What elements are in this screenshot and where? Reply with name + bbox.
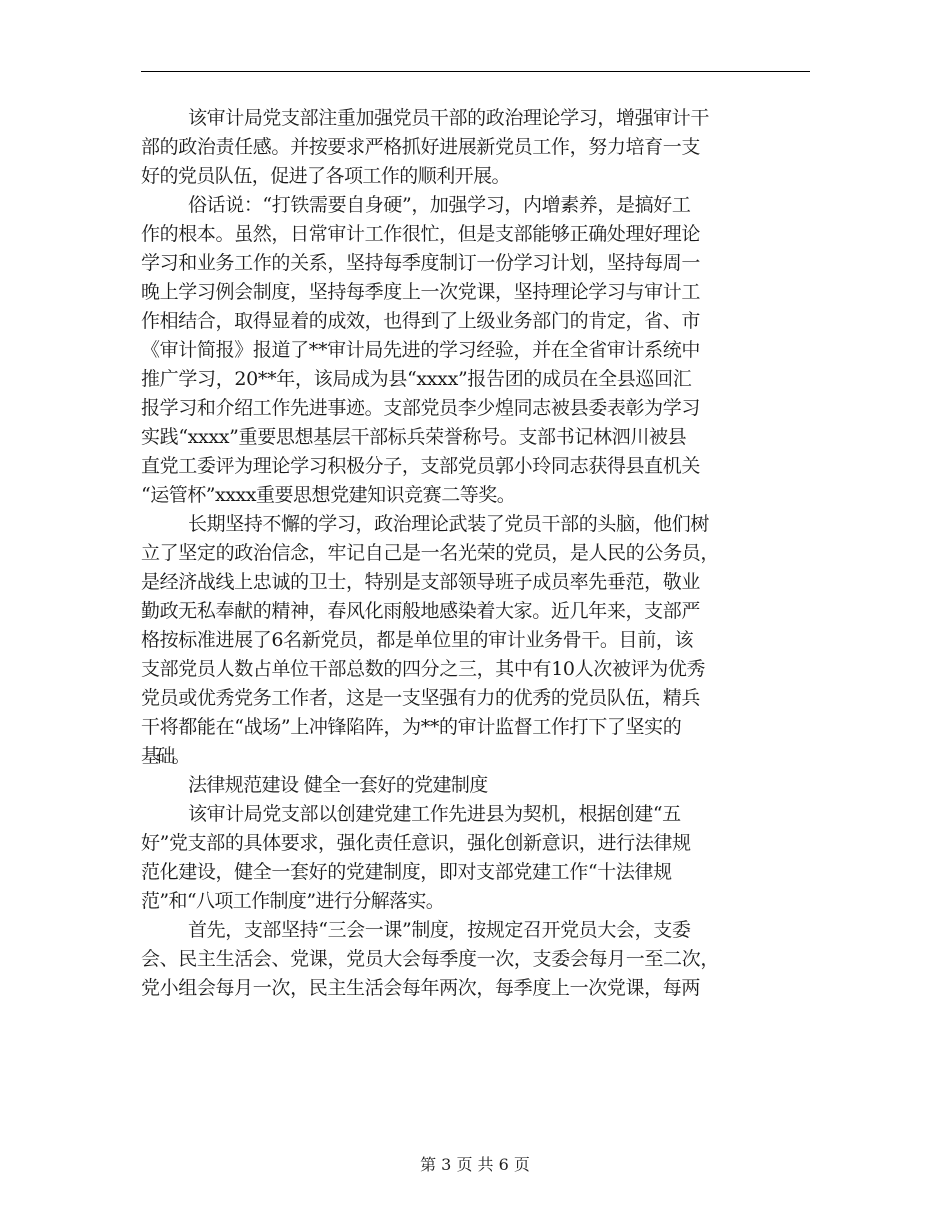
text-line: 格按标准进展了6名新党员，都是单位里的审计业务骨干。目前，该 [141,629,694,651]
text-line: “运管杯”xxxx重要思想党建知识竞赛二等奖。 [141,484,516,506]
text-line: 干将都能在“战场”上冲锋陷阵，为**的审计监督工作打下了坚实的 [141,716,682,738]
text-line: 好”党支部的具体要求，强化责任意识，强化创新意识，进行法律规 [141,832,691,854]
text-line: 党员或优秀党务工作者，这是一支坚强有力的优秀的党员队伍，精兵 [141,687,701,709]
text-line: 法律规范建设 健全一套好的党建制度 [188,774,488,796]
text-line: 部的政治责任感。并按要求严格抓好进展新党员工作，努力培育一支 [141,136,701,158]
text-line: 《审计简报》报道了**审计局先进的学习经验，并在全省审计系统中 [141,339,701,361]
text-line: 好的党员队伍，促进了各项工作的顺利开展。 [141,165,511,187]
text-line: 长期坚持不懈的学习，政治理论武装了党员干部的头脑，他们树 [188,513,710,535]
text-line: 作相结合，取得显着的成效，也得到了上级业务部门的肯定，省、市 [141,310,701,332]
text-line: 直党工委评为理论学习积极分子，支部党员郭小玲同志获得县直机关 [141,455,701,477]
text-line: 晚上学习例会制度，坚持每季度上一次党课，坚持理论学习与审计工 [141,281,701,303]
text-line: 是经济战线上忠诚的卫士，特别是支部领导班子成员率先垂范，敬业 [141,571,701,593]
text-line: 支部党员人数占单位干部总数的四分之三，其中有10人次被评为优秀 [141,658,706,680]
page-footer: 第 3 页 共 6 页 [420,1155,530,1174]
text-line: 报学习和介绍工作先进事迹。支部党员李少煌同志被县委表彰为学习 [141,397,701,419]
text-line: 基础。 [141,745,188,767]
document-body [141,104,821,1003]
paragraph [141,191,821,510]
text-line: 勤政无私奉献的精神，春风化雨般地感染着大家。近几年来，支部严 [141,600,701,622]
paragraph [141,104,821,191]
text-line: 该审计局党支部注重加强党员干部的政治理论学习，增强审计干 [188,107,710,129]
text-line: 党小组会每月一次，民主生活会每年两次，每季度上一次党课，每两 [141,977,701,999]
text-line: 首先，支部坚持“三会一课”制度，按规定召开党员大会，支委 [188,919,691,941]
text-line: 会、民主生活会、党课，党员大会每季度一次，支委会每月一至二次， [141,948,720,970]
paragraph [141,771,821,800]
text-line: 推广学习，20**年，该局成为县“xxxx”报告团的成员在全县巡回汇 [141,368,692,390]
text-line: 范化建设，健全一套好的党建制度，即对支部党建工作“十法律规 [141,861,672,883]
text-line: 俗话说：“打铁需要自身硬”，加强学习，内增素养，是搞好工 [188,194,691,216]
text-line: 实践“xxxx”重要思想基层干部标兵荣誉称号。支部书记林泗川被县 [141,426,687,448]
text-line: 范”和“八项工作制度”进行分解落实。 [141,890,445,912]
text-line: 立了坚定的政治信念，牢记自己是一名光荣的党员，是人民的公务员， [141,542,720,564]
text-line: 学习和业务工作的关系，坚持每季度制订一份学习计划，坚持每周一 [141,252,701,274]
text-line: 作的根本。虽然，日常审计工作很忙，但是支部能够正确处理好理论 [141,223,701,245]
text-line: 该审计局党支部以创建党建工作先进县为契机，根据创建“五 [188,803,681,825]
header-rule [141,71,810,72]
paragraph [141,800,821,916]
paragraph [141,510,821,771]
paragraph [141,916,821,1003]
